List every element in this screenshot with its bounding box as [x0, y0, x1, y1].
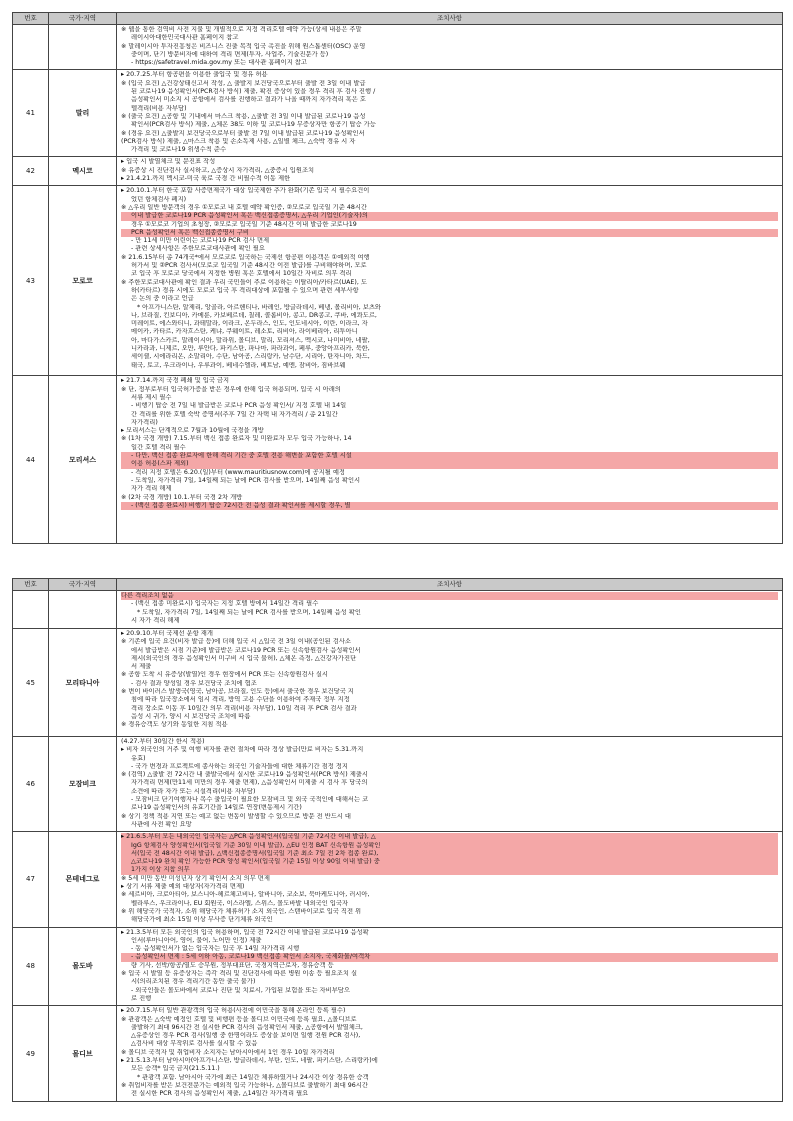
header-measures: 조치사항	[117, 579, 783, 591]
text-line: 전 실시한 PCR 검사의 음성확인서 제출, △14일간 자가격리 필요	[131, 1090, 309, 1098]
text-line: ▸ 21.3.5부터 모든 외국인의 입국 허용하며, 입국 전 72시간 이내 발급된 코로나19 음성확	[121, 928, 369, 936]
row-number: 42	[13, 157, 49, 186]
text-line: 이용 허용(스파 제외)	[121, 460, 778, 468]
header-no: 번호	[13, 579, 49, 591]
text-line: 나, 브라질, 킨보디아, 카메룬, 카보베르데, 칠레, 콜롬비아, 콩고, DR콩고, 쿠바, 에콰도르,	[131, 311, 377, 319]
text-line: 시 자가 격리 해제	[131, 616, 180, 624]
table-row	[13, 832, 783, 927]
text-line: ※ 세르비아, 크로아티아, 보스니아-헤르체고비나, 알바니아, 코소보, 북마케도니아, 러시아,	[121, 891, 370, 899]
row-number	[13, 591, 49, 629]
text-line: - 국가 변경과 프로젝트에 종사하는 외국인 기술자들에 대한 체류기간 점정 정지	[131, 762, 348, 770]
row-measures	[117, 186, 783, 376]
text-line: 일간 호텔 격리 필수	[131, 443, 186, 451]
text-line: ▸ 상기 서류 제출 예외 대상자(자가격리 면제)	[121, 883, 245, 891]
row-country: 몰도바	[49, 927, 117, 1006]
table-row	[13, 186, 783, 376]
text-line: - 격리 지정 호텔은 6.20.(일)부터 (www.mauritiusnow.com)에 공지될 예정	[131, 468, 346, 476]
text-line: 태국, 토고, 우크라이나, 우루과이, 베네수엘라, 베트남, 예멘, 잠비아, 짐바브웨	[131, 361, 346, 369]
text-line: PCR 음성확인서 혹은 백신접종증명서 구비	[121, 229, 778, 237]
text-line: ※ 단, 정부로부터 입국허가증을 받은 경우에 한해 입국 허용되며, 입국 시 아래의	[121, 385, 341, 393]
text-line: 서 제출	[131, 663, 152, 671]
text-line: - 도착일, 자가격리 7일, 14일째 되는 날에 PCR 검사를 받으며, 14일째 음성 확인시	[131, 476, 361, 484]
text-line: 간 격리를 위한 호텔 숙박 증명서(추후 7일 간 자택 내 자가격리 / 총 21일간	[131, 410, 338, 418]
table-row	[13, 591, 783, 629]
text-line: 출발하기 최대 96시간 전 실시한 PCR 검사의 음성확인서 제출, △공항에서 발열체크,	[131, 1023, 363, 1031]
text-line: 허가서 및 ②PCR 검사서(모로코 입국일 기준 48시간 이전 발급)를 구비해야하며, 모로	[131, 262, 367, 270]
row-measures	[117, 70, 783, 157]
row-number: 43	[13, 186, 49, 376]
row-measures	[117, 376, 783, 544]
text-line: - (백신 접종 미완료시) 입국자는 지정 호텔 방에서 14일간 격리 필수	[131, 600, 319, 608]
row-number: 44	[13, 376, 49, 544]
text-line: 서(입국 전 48시간 이내 발급), △백신접종증명서(입국일 기준 최소 7일 전 2차 접종 완료),	[121, 850, 778, 858]
text-line: △검사비 대상 무작위로 검사를 실시할 수 있음	[131, 1040, 258, 1048]
document-page-1	[12, 12, 782, 546]
text-line: 소견에 따라 자가 또는 시설격리(비용 자부담)	[131, 787, 256, 795]
text-line: 서류 제시 필수	[131, 393, 172, 401]
row-country: 모리타니아	[49, 629, 117, 737]
table-row	[13, 157, 783, 186]
text-line: 침에 따라 입국장소에서 임시 격리, 방역 고용 수단을 이용하여 주재국 정부 지정	[131, 696, 350, 704]
text-line: 자가격리)	[131, 418, 158, 426]
text-line: * 도착일, 자가격리 7일, 14일째 되는 날에 PCR 검사를 받으며, 14일째 음성 확인	[137, 608, 361, 616]
row-number: 49	[13, 1006, 49, 1102]
text-line: 유효)	[131, 754, 146, 762]
text-line: - 만 11세 미만 어린이는 코로나19 PCR 검사 면제	[131, 237, 270, 245]
text-line: 확인서(PCR검사 방식) 제출, △체온 38도 이하 및 코로나19 무증상자만 항공기 탑승 가능	[131, 121, 376, 129]
text-line: △유증상인 경우 PCR 검사(일행 중 한명이라도 증상을 보이면 일행 전원 PCR 검사),	[131, 1032, 361, 1040]
text-line: ※ (검역) △출발 전 72시간 내 출발국에서 실시한 코로나19 음성확인서(PCR 방식) 제출시	[121, 771, 368, 779]
text-line: ▸ 20.7.15.부터 일반 관광객의 입국 허용(사전에 이민국을 통해 온라인 등록 필수)	[121, 1007, 346, 1015]
row-measures	[117, 157, 783, 186]
text-line: - 다만, 백신 접종 완료자에 한해 격리 기간 중 호텔 전용 해변을 포함한 호텔 시설	[121, 452, 778, 460]
row-country: 모리셔스	[49, 376, 117, 544]
text-line: - https://safetravel.mida.gov.my 또는 대사관 홈페이지 참고	[131, 59, 307, 67]
text-line: * 아프가니스탄, 알제리, 앙골라, 아르헨티나, 바레인, 방글라데시, 베냉, 볼리비아, 보츠와	[137, 303, 381, 311]
text-line: 1가지 이상 지참 의무	[121, 866, 778, 874]
text-line: ※ (2차 국경 개방) 10.1.부터 국경 2차 개방	[121, 493, 243, 501]
text-line: 격리 장소로 이동 후 10일간 의무 격리(비용 자부담), 10일 격리 후 PCR 검사 결과	[131, 704, 357, 712]
text-line: 로나19 음성확인서의 유효기간을 14일로 연장(변동제시 기간)	[131, 804, 302, 812]
text-line: ▸ 21.4.21.까지 멕시코-미국 육로 국경 간 비필수적 이동 제한	[121, 175, 291, 183]
text-line: ※ (경유 요건) △출발지 보건당국으로부터 출발 전 7일 이내 발급된 코로나19 음성확인서	[121, 129, 365, 137]
table-row	[13, 927, 783, 1006]
text-line: 경우 ①모로코 기업의 초청장, ②모로코 입국일 기준 48시간 이내 발급한 코로나19	[131, 220, 357, 228]
text-line: 제시(외국인의 경우 음성확인서 미구비 시 입국 불허), △체온 측정, △건강자가진단	[131, 654, 357, 662]
text-line: ▸ 21.7.14.까지 국경 폐쇄 및 입국 금지	[121, 377, 230, 385]
text-line: ※ 5세 미만 동반 미성년자 상기 확인서 소지 의무 면제	[121, 874, 270, 882]
text-line: 아, 마다가스카르, 말레이시아, 말라위, 몰디브, 말리, 모리셔스, 멕시코, 나미비아, 네팔,	[131, 336, 370, 344]
row-country	[49, 25, 117, 70]
text-line: ▸ 20.7.25.부터 항공편을 이용한 출입국 및 경유 허용	[121, 71, 268, 79]
row-measures	[117, 737, 783, 832]
text-line: ▸ 모리셔스는 단계적으로 7월과 10월에 국경을 개방	[121, 427, 264, 435]
table-row	[13, 737, 783, 832]
row-measures	[117, 629, 783, 737]
text-line: ▸ 21.6.5.부터 모든 내외국인 입국자는 △PCR 음성확인서(입국일 기준 72시간 이내 발급), △	[121, 833, 778, 841]
text-line: 이내 발급한 코로나19 PCR 음성확인서 혹은 백신접종증명서, △우리 기업인(기술자)의	[121, 212, 778, 220]
row-country: 몬테네그로	[49, 832, 117, 927]
text-line: - 모잠비크 단기여행자나 복수 출입국이 필요한 모잠비크 및 외국 국적인에 대해서는 코	[131, 796, 369, 804]
text-line: 모든 승객* 입국 금지(21.5.11.)	[131, 1065, 220, 1073]
text-line: ※ 주한모로코대사관에 확인 결과 우리 국민들이 주로 이용하는 이탈리아/카타르(UAE), 도	[121, 278, 367, 286]
text-line: 해당국가에 최소 15일 이상 무사증 단기체류 외국인	[131, 916, 273, 924]
table-row	[13, 70, 783, 157]
row-number: 48	[13, 927, 49, 1006]
text-line: ▸ 20.9.10.부터 국제선 운항 재개	[121, 630, 213, 637]
row-country	[49, 591, 117, 629]
document-page-2	[12, 578, 782, 1108]
text-line: ※ 웹을 통한 검역비 사전 지불 및 개별적으로 지정 격리호텔 예약 가능(상세 내용은 주말	[121, 26, 362, 33]
text-line: ※ (입국 요건) △건강상태신고서 작성, △ 출발지 보건당국으로부터 출발 전 3일 이내 발급	[121, 79, 366, 87]
table-row	[13, 629, 783, 737]
text-line: 자가 격리 해제	[131, 485, 172, 493]
text-line: ※ (출국 요건) △공항 및 기내에서 마스크 착용, △출발 전 3일 이내 발급된 코로나19 음성	[121, 112, 366, 120]
row-country: 모잠비크	[49, 737, 117, 832]
row-measures	[117, 25, 783, 70]
text-line: 텔격리(비용 자부담)	[131, 104, 187, 112]
text-line: ※ 상기 정책 적용 지연 또는 예고 없는 변동이 발생할 수 있으므로 방문 전 반드시 대	[121, 812, 351, 820]
text-line: 레이시아대한민국대사관 홈페이지 참고	[131, 34, 239, 42]
text-line: ※ 변이 바이러스 발생국(영국, 남아공, 브라질, 인도 등)에서 출국한 경우 보건당국 지	[121, 688, 354, 696]
text-line: 었던 항체검사 폐지)	[131, 195, 187, 203]
text-line: 자가격리 면제(만11세 미만의 경우 제출 면제), △음성확인서 미제출 시 검사 후 당국의	[131, 779, 368, 787]
text-line: 량 기사, 선박/항공/열도 승무원, 정부대표단, 국경지역근로자, 경유승객 등	[131, 961, 334, 969]
text-line: 하(카타르) 경유 시에도 모로코 입국 후 격리대상에 포함될 수 있으며 관련 세부사항	[131, 286, 359, 294]
header-no: 번호	[13, 13, 49, 25]
table-row	[13, 376, 783, 544]
row-measures	[117, 591, 783, 629]
row-number: 45	[13, 629, 49, 737]
text-line: ▸ 21.5.13.부터 남아시아(아프가니스탄, 방글라데시, 부탄, 인도, 네팔, 파키스탄, 스리랑카)에	[121, 1056, 378, 1064]
row-country: 말리	[49, 70, 117, 157]
measures-table	[12, 578, 783, 1102]
text-line: 된 코로나19 음성확인서(PCR검사 방식) 제출, 확진 증상이 있을 경우 격리 후 검사 진행 /	[131, 88, 376, 96]
row-measures	[117, 927, 783, 1006]
row-number: 46	[13, 737, 49, 832]
text-line: ※ 관광객은 △숙박 예정인 호텔 및 비행편 등을 몰디브 이민국에 등록 필요, △몰디브로	[121, 1015, 357, 1023]
table-row	[13, 1006, 783, 1102]
text-line: ※ 위 해당국가 국적자, 소위 해당국가 체류허가 소지 외국인, 스탠바이코로 입국 직전 위	[121, 907, 362, 915]
row-country: 멕시코	[49, 157, 117, 186]
text-line: 로 진행	[131, 994, 152, 1002]
text-line: 코 입국 후 모로코 당국에서 지정한 병원 혹은 호텔에서 10일간 자비로 의무 격리	[131, 270, 352, 278]
row-country: 모로코	[49, 186, 117, 376]
text-line: - 관련 상세사항은 주한모로코대사관에 확인 필요	[131, 245, 265, 253]
text-line: 미레이트, 에스와티니, 과테말라, 이라크, 온두라스, 인도, 인도네시아, 이란, 이라크, 자	[131, 320, 368, 328]
text-line: (PCR검사 방식) 제출, △마스크 착용 및 손소독제 사용, △일별 체크, △숙박 경유 시 자	[121, 137, 356, 145]
text-line: ※ 몰디브 국적자 및 취업비자 소지자는 남아시아에서 1인 경우 10일 자가격리	[121, 1048, 335, 1056]
text-line: - (백신 접종 완료시) 비행기 탑승 72시간 전 음성 결과 확인서를 제시할 경우, 별	[121, 502, 778, 510]
table-row	[13, 25, 783, 70]
text-line: 메이카, 카타르, 카자흐스탄, 케냐, 쿠웨이트, 레소토, 리비아, 라이베리아, 리투아니	[131, 328, 358, 336]
text-line: ※ 취업비자를 받은 보건전문가는 예외적 입국 가능하나, △몰디브로 출발하기 최대 96시간	[121, 1081, 368, 1089]
text-line: - 비행기 탑승 전 7일 내 발급받은 코로나 PCR 음성 확인서/ 지정 호텔 내 14일	[131, 402, 347, 410]
text-line: ▸ 비자 외국인의 거주 및 여행 비자를 관련 절차에 따라 정상 발급(만료 비자는 5.31.까지	[121, 746, 364, 754]
text-line: 시(의리조치된 경우 격리기간 동안 출국 불가)	[131, 978, 256, 986]
text-line: 다른 격리조치 없음	[121, 592, 778, 600]
text-line: ※ 기존에 입국 요건(비자 발급 등)에 더해 입국 시 △입국 전 3일 이내(공인된 검사소	[121, 638, 351, 646]
text-line: (4.27.부터 30일간 한시 적용)	[121, 738, 205, 745]
text-line: ※ (1차 국경 개방) 7.15.부터 백신 접종 완료자 및 미완료자 모두 입국 가능하나, 14	[121, 435, 352, 443]
text-line: ※ 말레이시아 투자진흥청은 비즈니스 진출 목적 입국 촉진을 위해 원스톱센터(OSC) 운영	[121, 42, 366, 50]
text-line: - 외국인들은 몰도바에서 코로나 진단 및 치료시, 가입된 보험을 또는 자비부담으	[131, 986, 350, 994]
text-line: 음성 시 귀가, 양시 시 보건당국 조치에 따름	[131, 712, 251, 720]
text-line: 에서 발급받은 시점 기준)에 발급받은 코로나19 PCR 또는 신속항원검사 음성확인서	[131, 646, 361, 654]
text-line: 음성확인서 미소지 시 공항에서 검사를 진행하고 결과가 나올 때까지 자가격리 혹은 호	[131, 96, 366, 104]
header-measures: 조치사항	[117, 13, 783, 25]
text-line: ▸ 입국 시 발열체크 및 문진표 작성	[121, 158, 216, 166]
text-line: △코로나19 완치 확인 가능한 PCR 양성 확인서(입국일 기준 15일 이상 90일 이내 발급) 중	[121, 858, 778, 866]
text-line: - 검사 결과 양성일 경우 보건당국 조치에 협조	[131, 679, 257, 687]
text-line: - 동 음성확인서가 없는 입국자는 입국 후 14일 자가격리 시행	[131, 945, 300, 953]
row-measures	[117, 1006, 783, 1102]
text-line: 니카라과, 니제르, 오만, 루안다, 파키스탄, 파나마, 파라과이, 페루, 중앙아프리카, 북한,	[131, 344, 370, 352]
text-line: - 음성확인서 면제 : 5세 이하 아동, 코로나19 백신접종 확인서 소지자, 국제화물/여객차	[121, 953, 778, 961]
text-line: 세이셸, 시에라리온, 소말리아, 수단, 남아공, 스리랑카, 남수단, 시리아, 탄자니아, 차드,	[131, 353, 370, 361]
text-line: 은 논의 중 이라고 언급	[131, 295, 194, 303]
table-header-row	[13, 13, 783, 25]
row-number	[13, 25, 49, 70]
text-line: ※ 입국 시 발열 등 유증상자는 즉각 격리 및 진단검사에 따른 병원 이송 등 필요조치 실	[121, 970, 358, 978]
header-country: 국가·지역	[49, 13, 117, 25]
text-line: ※ △우리 일반 방문객의 경우 ①모로코 내 호텔 예약 확인증, ②모로코 입국일 기준 48시간	[121, 203, 368, 211]
text-line: ※ 유증상 시 진단검사 실시하고, △증상시 자가격리, △중증시 입원조치	[121, 166, 315, 174]
text-line: * 관광객 포함. 남아시아 국가에 최근 14일간 체류하였거나 24시간 이상 경유한 승객	[137, 1073, 369, 1081]
text-line: 중이며, 단기 방문비자에 대하여 격리 면제(투자, 사업주, 기술진문가 등)	[131, 50, 329, 58]
measures-table	[12, 12, 783, 544]
text-line: 인서(루마니아어, 영어, 불어, 노어만 인정) 제출	[131, 936, 262, 944]
text-line: 가격리 및 코로나19 위생수칙 준수	[131, 146, 227, 154]
text-line: ※ 경유승객도 상기와 동일한 지침 적용	[121, 721, 228, 729]
header-country: 국가·지역	[49, 579, 117, 591]
text-line: 벨라루스, 우크라이나, EU 회원국, 이스라엘, 스위스, 몰도바발 내외국인 입국자	[131, 899, 349, 907]
table-header-row	[13, 579, 783, 591]
text-line: ▸ 20.10.1.부터 한국 포함 사증면제국가 대상 입국제한 추가 완화(기존 입국 시 필수요건이	[121, 187, 370, 195]
row-country: 몰디브	[49, 1006, 117, 1102]
text-line: ※ 공항 도착 시 유증상(발열)인 경우 현장에서 PCR 또는 신속항원검사 실시	[121, 671, 329, 679]
row-measures	[117, 832, 783, 927]
text-line: 사관에 사전 확인 요망	[131, 820, 192, 828]
row-number: 41	[13, 70, 49, 157]
text-line: IgG 항체검사 양성확인서(입국일 기준 30일 이내 발급), △EU 인정 BAT 신속항원 음성확인	[121, 842, 778, 850]
row-number: 47	[13, 832, 49, 927]
text-line: ※ 21.6.15부터 총 74개국*에서 모로코로 입국하는 국제선 항공편 이용객은 ①예외적 여행	[121, 253, 370, 261]
